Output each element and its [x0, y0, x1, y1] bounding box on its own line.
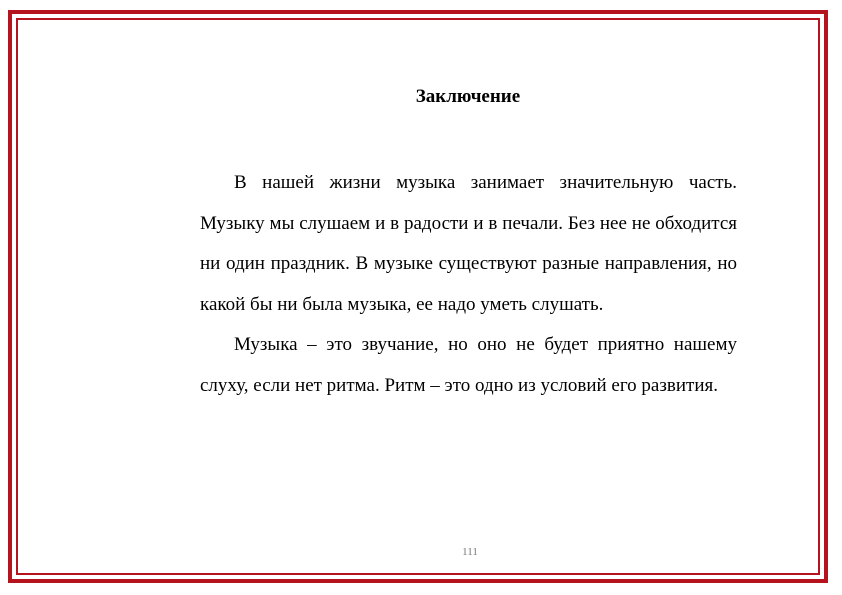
paragraph: В нашей жизни музыка занимает значительную часть. Музыку мы слушаем и в радости и в печали. Без нее не обходится ни один праздник. В музыке существуют разные направления, но какой бы ни была музыка, ее надо уметь слушать.	[200, 172, 737, 315]
paragraph: Музыка – это звучание, но оно не будет приятно нашему слуху, если нет ритма. Ритм – это одно из условий его развития.	[200, 334, 737, 396]
page-title: Заключение	[415, 86, 521, 107]
body-text	[200, 163, 737, 406]
page-number: 111	[462, 546, 478, 558]
